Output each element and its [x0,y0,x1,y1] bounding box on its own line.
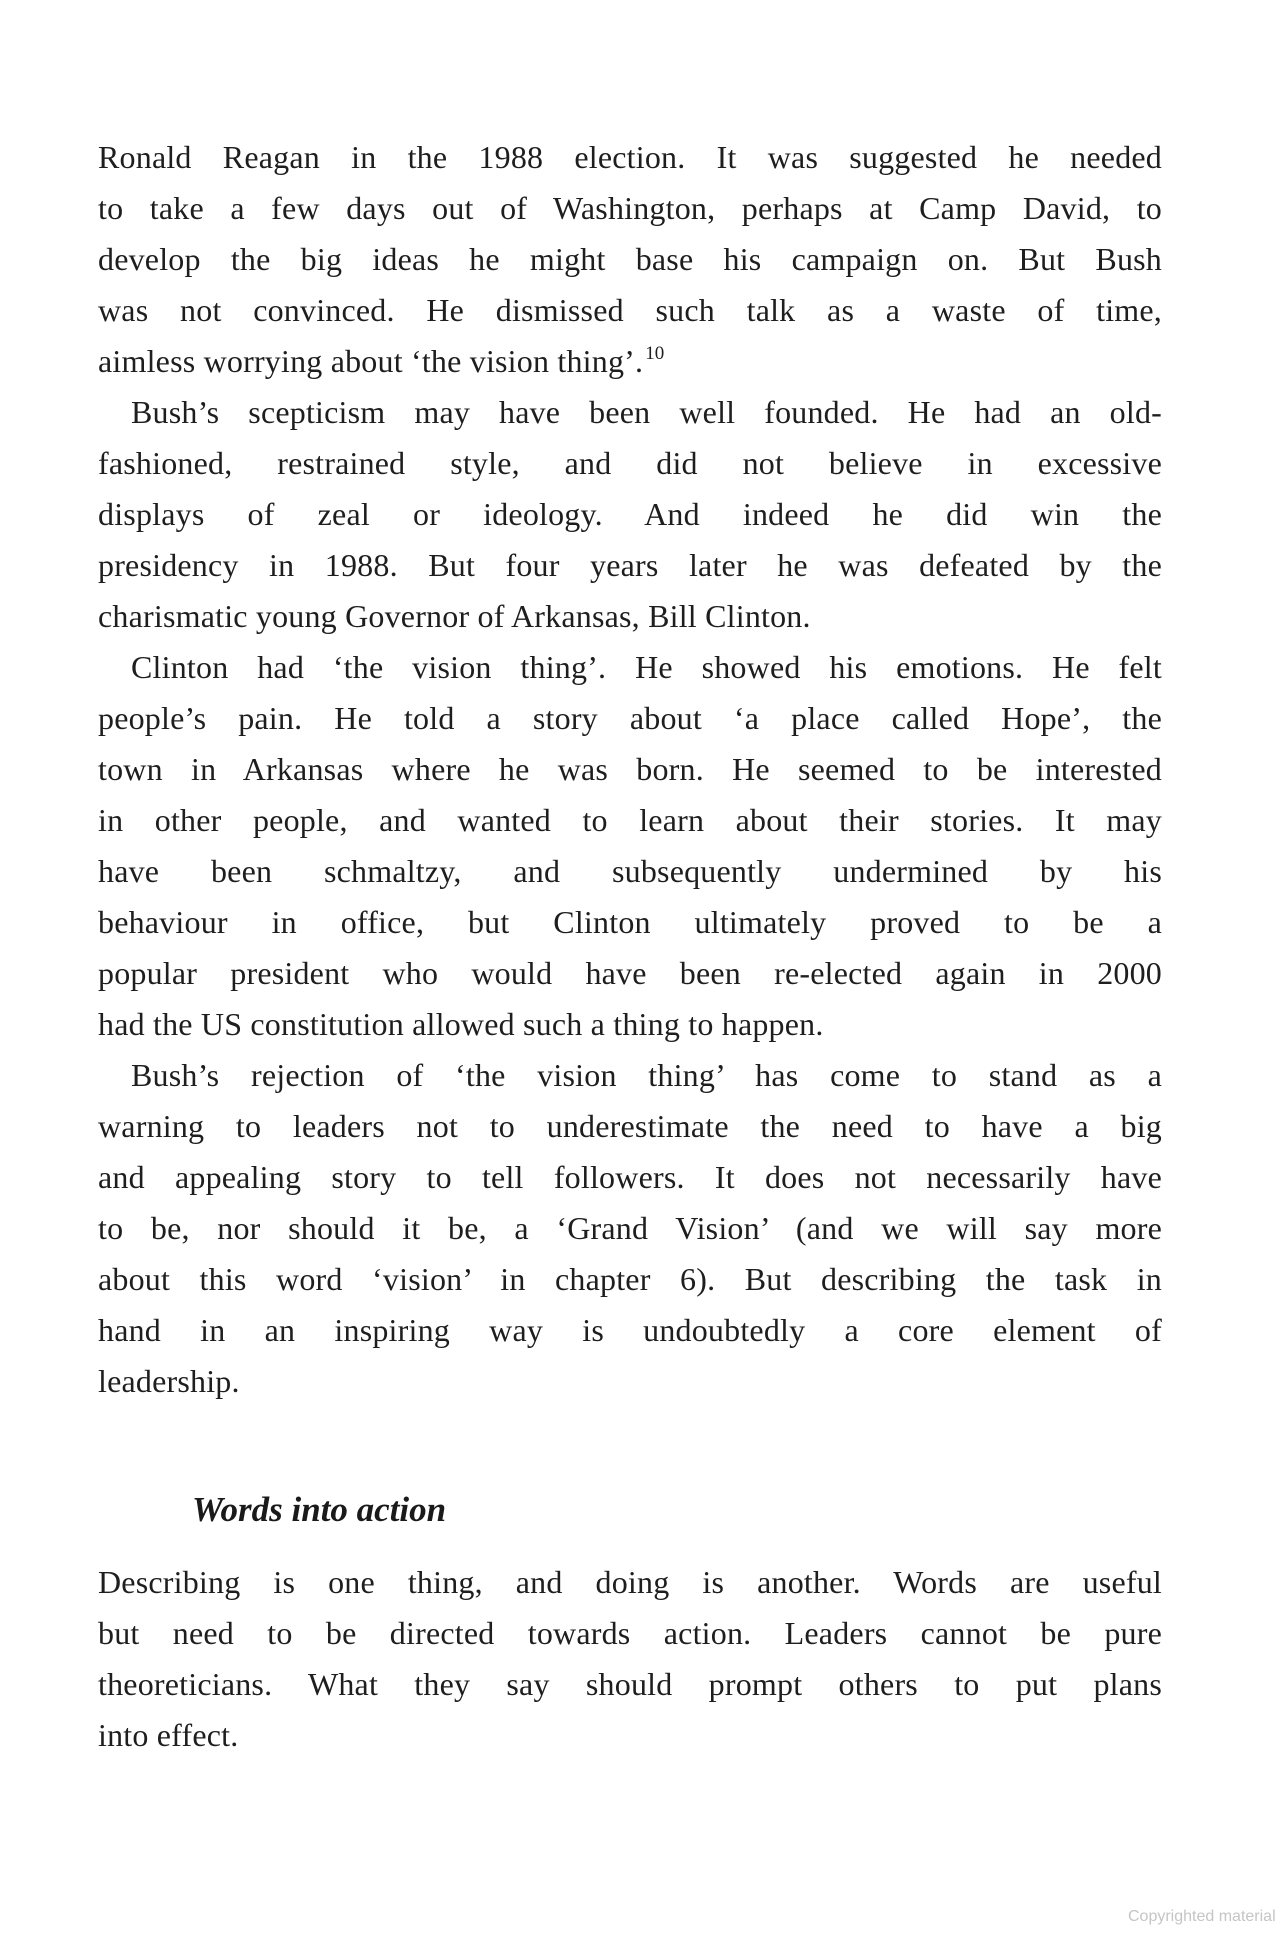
text-line: Ronald Reagan in the 1988 election. It was suggested he needed [98,139,1162,175]
text-line: to be, nor should it be, a ‘Grand Vision’ (and we will say more [98,1210,1162,1246]
footnote-reference: 10 [645,343,665,364]
text-line: to take a few days out of Washington, perhaps at Camp David, to [98,190,1162,226]
text-line: had the US constitution allowed such a thing to happen. [98,1006,824,1042]
text-line: develop the big ideas he might base his campaign on. But Bush [98,241,1162,277]
text-line: into effect. [98,1717,239,1753]
paragraph [98,642,1162,1050]
text-line: but need to be directed towards action. Leaders cannot be pure [98,1615,1162,1651]
text-line: fashioned, restrained style, and did not believe in excessive [98,445,1162,481]
text-line: warning to leaders not to underestimate the need to have a big [98,1108,1162,1144]
text-line: popular president who would have been re-elected again in 2000 [98,955,1162,991]
paragraph [98,1050,1162,1407]
text-line: presidency in 1988. But four years later he was defeated by the [98,547,1162,583]
closing-text-block [98,1557,1162,1761]
paragraph [98,1557,1162,1761]
section-heading: Words into action [192,1490,447,1529]
text-line: and appealing story to tell followers. It does not necessarily have [98,1159,1162,1195]
text-line: about this word ‘vision’ in chapter 6). But describing the task in [98,1261,1162,1297]
text-line: Bush’s rejection of ‘the vision thing’ has come to stand as a [131,1057,1162,1093]
text-line: people’s pain. He told a story about ‘a place called Hope’, the [98,700,1162,736]
text-span: aimless worrying about ‘the vision thing’. [98,343,644,379]
text-line: charismatic young Governor of Arkansas, Bill Clinton. [98,598,811,634]
text-line: Clinton had ‘the vision thing’. He showed his emotions. He felt [131,649,1162,685]
paragraph [98,387,1162,642]
text-line: displays of zeal or ideology. And indeed he did win the [98,496,1162,532]
text-line: leadership. [98,1363,240,1399]
text-line: Bush’s scepticism may have been well founded. He had an old- [131,394,1162,430]
main-text-block [98,132,1162,1407]
text-line [98,336,1162,387]
text-line: was not convinced. He dismissed such talk as a waste of time, [98,292,1162,328]
text-line: town in Arkansas where he was born. He seemed to be interested [98,751,1162,787]
text-line: in other people, and wanted to learn about their stories. It may [98,802,1162,838]
text-line: Describing is one thing, and doing is another. Words are useful [98,1564,1162,1600]
text-line: theoreticians. What they say should prompt others to put plans [98,1666,1162,1702]
paragraph [98,132,1162,387]
text-line: hand in an inspiring way is undoubtedly a core element of [98,1312,1162,1348]
text-line: have been schmaltzy, and subsequently undermined by his [98,853,1162,889]
copyright-watermark: Copyrighted material [1128,1908,1276,1925]
text-line: behaviour in office, but Clinton ultimately proved to be a [98,904,1162,940]
